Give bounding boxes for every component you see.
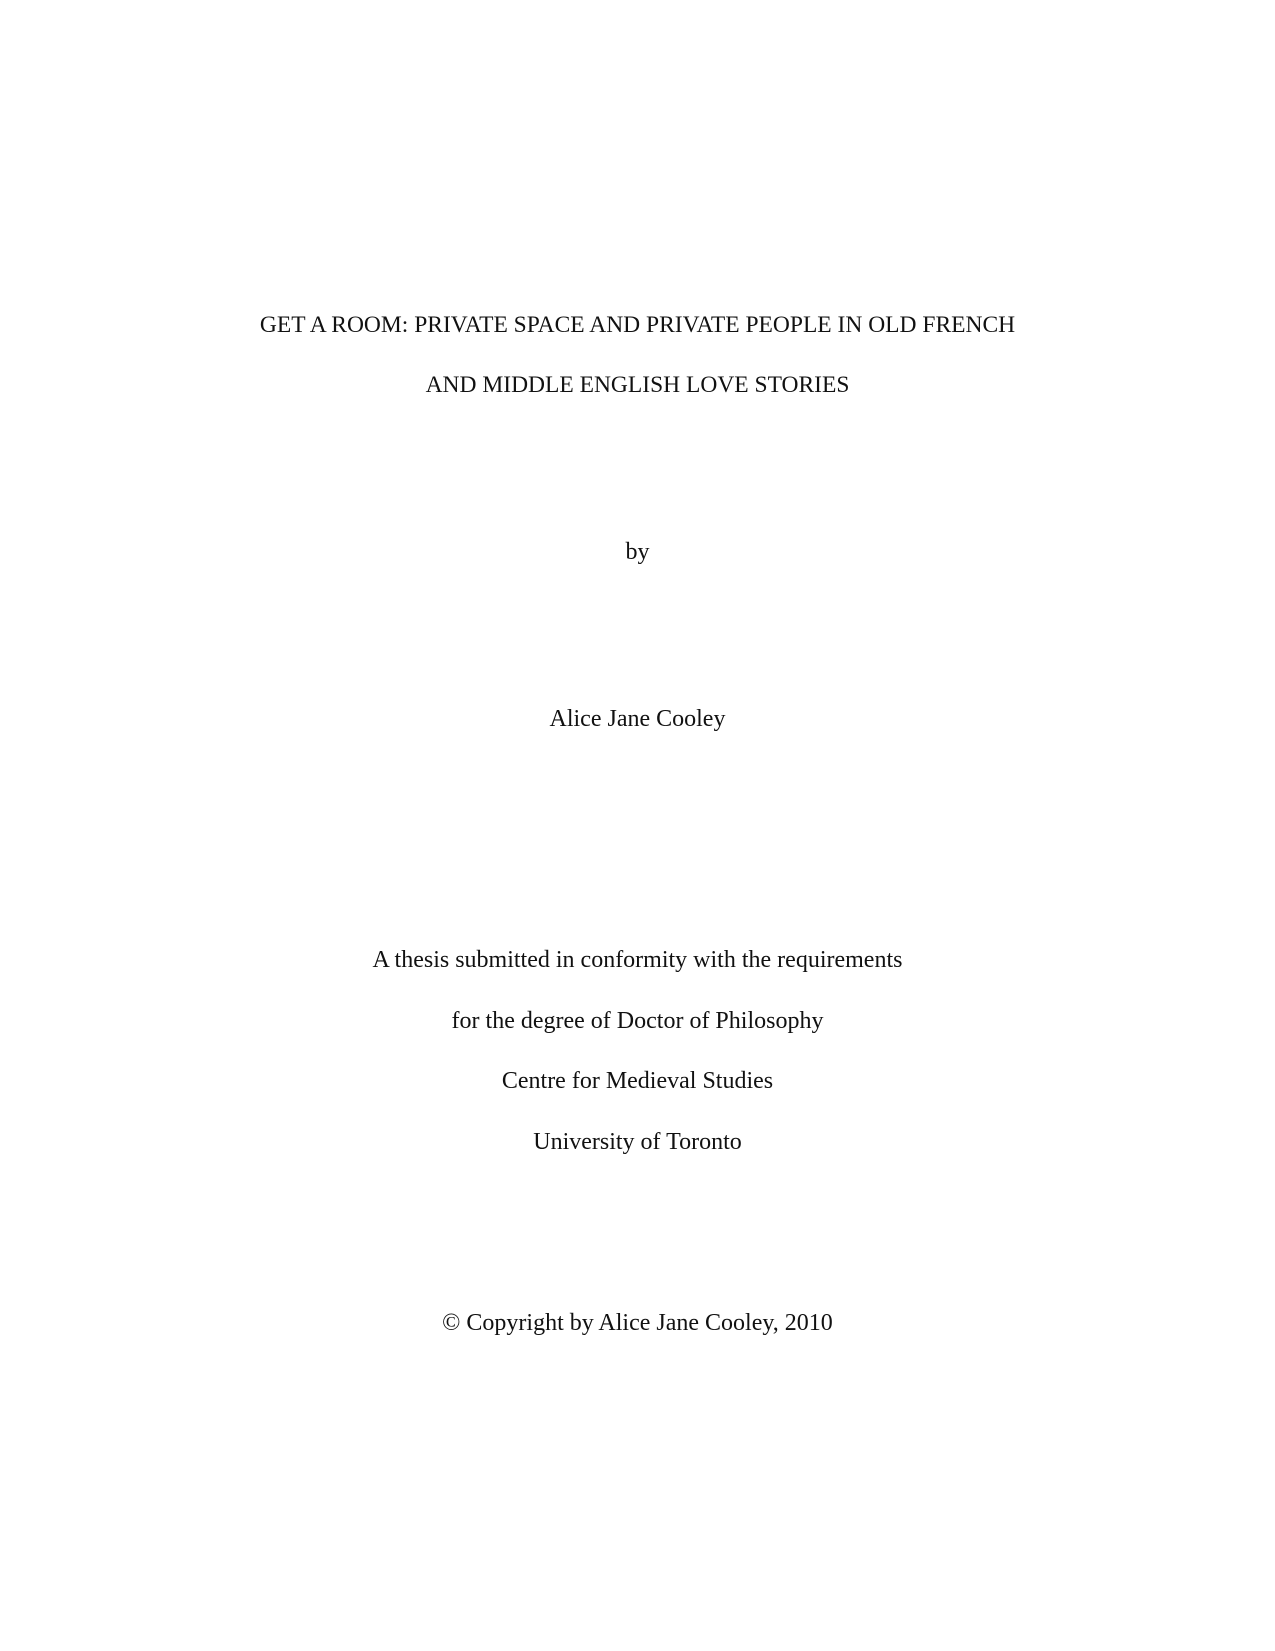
thesis-title-line-1: GET A ROOM: PRIVATE SPACE AND PRIVATE PEOPLE IN OLD FRENCH [259,312,1016,338]
submission-statement-line-2: for the degree of Doctor of Philosophy [451,1008,824,1034]
university-name: University of Toronto [533,1129,742,1155]
submission-statement-line-1: A thesis submitted in conformity with the requirements [372,947,903,973]
thesis-title-line-2: AND MIDDLE ENGLISH LOVE STORIES [425,372,850,398]
department-name: Centre for Medieval Studies [501,1068,774,1094]
author-name: Alice Jane Cooley [549,706,726,732]
copyright-notice: © Copyright by Alice Jane Cooley, 2010 [442,1310,833,1336]
by-label: by [625,539,650,565]
